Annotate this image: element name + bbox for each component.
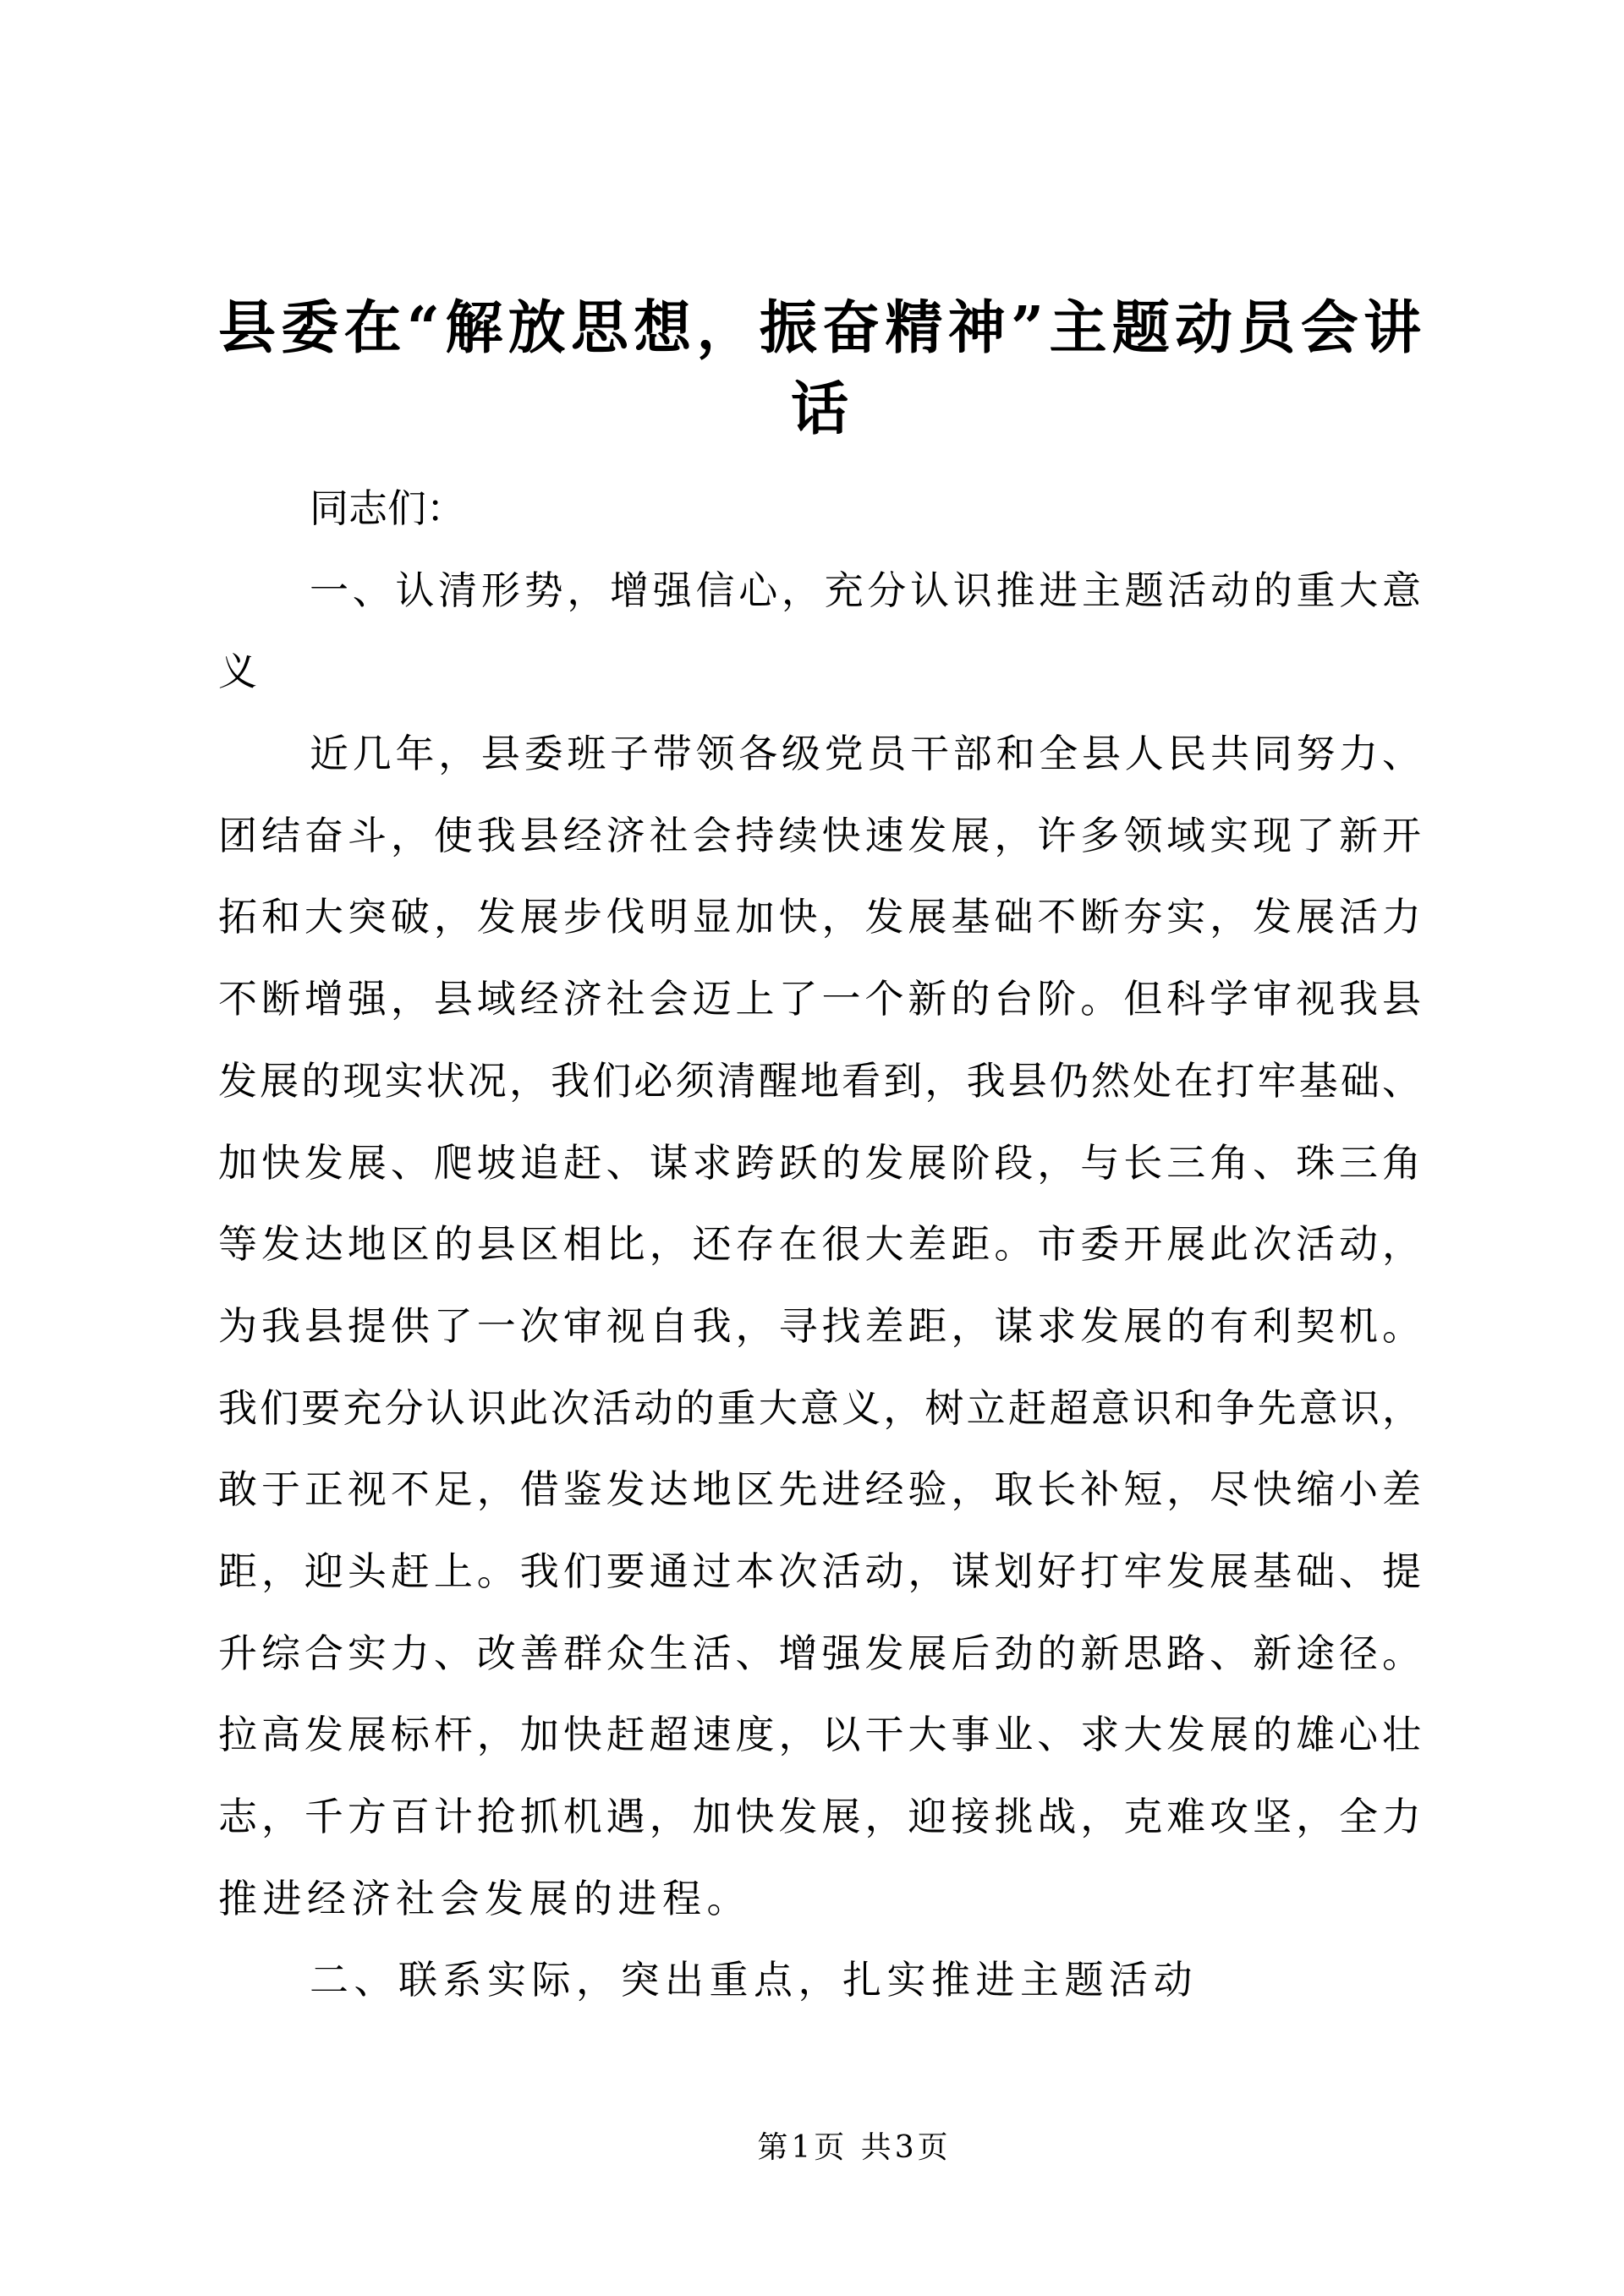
- section-2-heading: 二、联系实际，突出重点，扎实推进主题活动: [310, 1957, 1198, 2003]
- paragraph-line: 拓和大突破，发展步伐明显加快，发展基础不断夯实，发展活力: [218, 894, 1421, 940]
- page-footer: 第1页 共3页: [757, 2130, 952, 2165]
- paragraph-line: 推进经济社会发展的进程。: [218, 1875, 751, 1921]
- document-body: [218, 468, 1421, 2021]
- paragraph-line: 距，迎头赶上。我们要通过本次活动，谋划好打牢发展基础、提: [218, 1548, 1421, 1594]
- paragraph-line: 发展的现实状况，我们必须清醒地看到，我县仍然处在打牢基础、: [218, 1057, 1421, 1104]
- paragraph-line: 加快发展、爬坡追赶、谋求跨跃的发展阶段，与长三角、珠三角: [218, 1139, 1421, 1186]
- title-line-2: 话: [790, 375, 848, 443]
- paragraph-line: 志，千方百计抢抓机遇，加快发展，迎接挑战，克难攻坚，全力: [218, 1794, 1421, 1839]
- paragraph-line: 等发达地区的县区相比，还存在很大差距。市委开展此次活动，: [218, 1221, 1421, 1268]
- paragraph-line: 团结奋斗，使我县经济社会持续快速发展，许多领域实现了新开: [218, 812, 1421, 858]
- paragraph-line: 为我县提供了一次审视自我，寻找差距，谋求发展的有利契机。: [218, 1302, 1421, 1349]
- paragraph-line: 敢于正视不足，借鉴发达地区先进经验，取长补短，尽快缩小差: [218, 1466, 1421, 1513]
- salutation: 同志们：: [310, 485, 465, 531]
- paragraph-line: 升综合实力、改善群众生活、增强发展后劲的新思路、新途径。: [218, 1630, 1421, 1676]
- paragraph-line: 不断增强，县域经济社会迈上了一个新的台阶。但科学审视我县: [218, 976, 1421, 1022]
- title-line-1: 县委在“解放思想，振奋精神”主题动员会讲: [218, 294, 1421, 362]
- document-title: [218, 288, 1421, 450]
- section-1-heading-line-1: 一、认清形势，增强信心，充分认识推进主题活动的重大意: [310, 567, 1421, 613]
- paragraph-line: 近几年，县委班子带领各级党员干部和全县人民共同努力、: [310, 731, 1421, 777]
- section-1-heading-line-2: 义: [218, 649, 257, 695]
- paragraph-line: 拉高发展标杆，加快赶超速度，以干大事业、求大发展的雄心壮: [218, 1712, 1421, 1758]
- paragraph-line: 我们要充分认识此次活动的重大意义，树立赶超意识和争先意识，: [218, 1384, 1421, 1431]
